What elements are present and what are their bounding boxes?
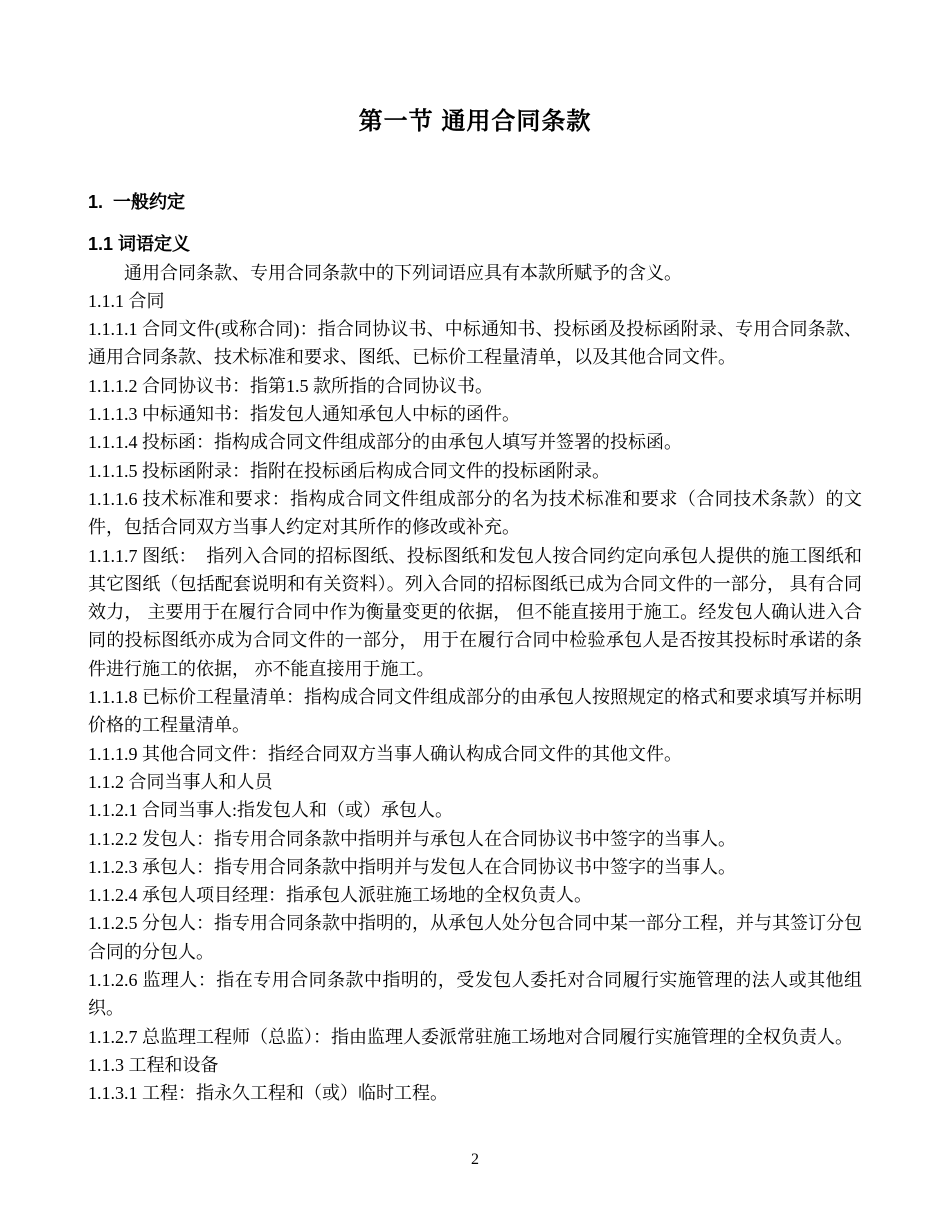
document-content — [88, 0, 862, 1108]
paragraph-definitions-intro: 通用合同条款、专用合同条款中的下列词语应具有本款所赋予的含义。 — [124, 262, 682, 283]
clause-1-1-1-1: 1.1.1.1 合同文件(或称合同)：指合同协议书、中标通知书、投标函及投标函附录、专用合同条款、通用合同条款、技术标准和要求、图纸、已标价工程量清单，以及其他合同文件。 — [88, 319, 862, 368]
clause-1-1-3: 1.1.3 工程和设备 — [88, 1054, 219, 1075]
clause-1-1-1-8: 1.1.1.8 已标价工程量清单：指构成合同文件组成部分的由承包人按照规定的格式和要求填写并标明价格的工程量清单。 — [88, 687, 862, 736]
clause-1-1-2-1: 1.1.2.1 合同当事人:指发包人和（或）承包人。 — [88, 800, 453, 821]
clause-1-1-1-6: 1.1.1.6 技术标准和要求：指构成合同文件组成部分的名为技术标准和要求（合同技术条款）的文件，包括合同双方当事人约定对其所作的修改或补充。 — [88, 488, 862, 538]
clause-1-1-2-7: 1.1.2.7 总监理工程师（总监）：指由监理人委派常驻施工场地对合同履行实施管理的全权负责人。 — [88, 1026, 853, 1047]
clause-1-1-2-5: 1.1.2.5 分包人：指专用合同条款中指明的，从承包人处分包合同中某一部分工程，并与其签订分包合同的分包人。 — [88, 913, 862, 962]
clause-1-1-2-3: 1.1.2.3 承包人：指专用合同条款中指明并与发包人在合同协议书中签字的当事人。 — [88, 856, 736, 877]
clause-1-1-2-6: 1.1.2.6 监理人：指在专用合同条款中指明的，受发包人委托对合同履行实施管理的法人或其他组织。 — [88, 970, 862, 1019]
heading-term-definitions: 1.1 词语定义 — [88, 234, 191, 255]
clause-1-1-2: 1.1.2 合同当事人和人员 — [88, 771, 273, 792]
clause-1-1-1-3: 1.1.1.3 中标通知书：指发包人通知承包人中标的函件。 — [88, 404, 520, 425]
clause-1-1-1-4: 1.1.1.4 投标函：指构成合同文件组成部分的由承包人填写并签署的投标函。 — [88, 432, 682, 453]
clause-1-1-1: 1.1.1 合同 — [88, 290, 165, 311]
heading-general-provisions: 1. 一般约定 — [88, 192, 186, 212]
clause-1-1-1-9: 1.1.1.9 其他合同文件：指经合同双方当事人确认构成合同文件的其他文件。 — [88, 743, 682, 764]
page-number: 2 — [471, 1151, 479, 1168]
clause-1-1-1-2: 1.1.1.2 合同协议书：指第1.5 款所指的合同协议书。 — [88, 375, 493, 396]
document-title: 第一节 通用合同条款 — [358, 108, 592, 135]
clause-1-1-1-5: 1.1.1.5 投标函附录：指附在投标函后构成合同文件的投标函附录。 — [88, 460, 610, 481]
clause-1-1-2-2: 1.1.2.2 发包人：指专用合同条款中指明并与承包人在合同协议书中签字的当事人。 — [88, 828, 736, 849]
clause-1-1-2-4: 1.1.2.4 承包人项目经理：指承包人派驻施工场地的全权负责人。 — [88, 885, 592, 906]
clause-1-1-1-7: 1.1.1.7 图纸： 指列入合同的招标图纸、投标图纸和发包人按合同约定向承包人提供的施工图纸和其它图纸（包括配套说明和有关资料）。列入合同的招标图纸已成为合同文件的一部分， 具有合同效力， 主要用于在履行合同中作为衡量变更的依据， 但不能直接用于施工。经发包人确认进入合同的投标图纸亦成为合同文件的一部分， 用于在履行合同中检验承包人是否按其投标时承诺的条件进行施工的依据， 亦不能直接用于施工。 — [88, 545, 862, 679]
clause-1-1-3-1: 1.1.3.1 工程：指永久工程和（或）临时工程。 — [88, 1083, 448, 1104]
